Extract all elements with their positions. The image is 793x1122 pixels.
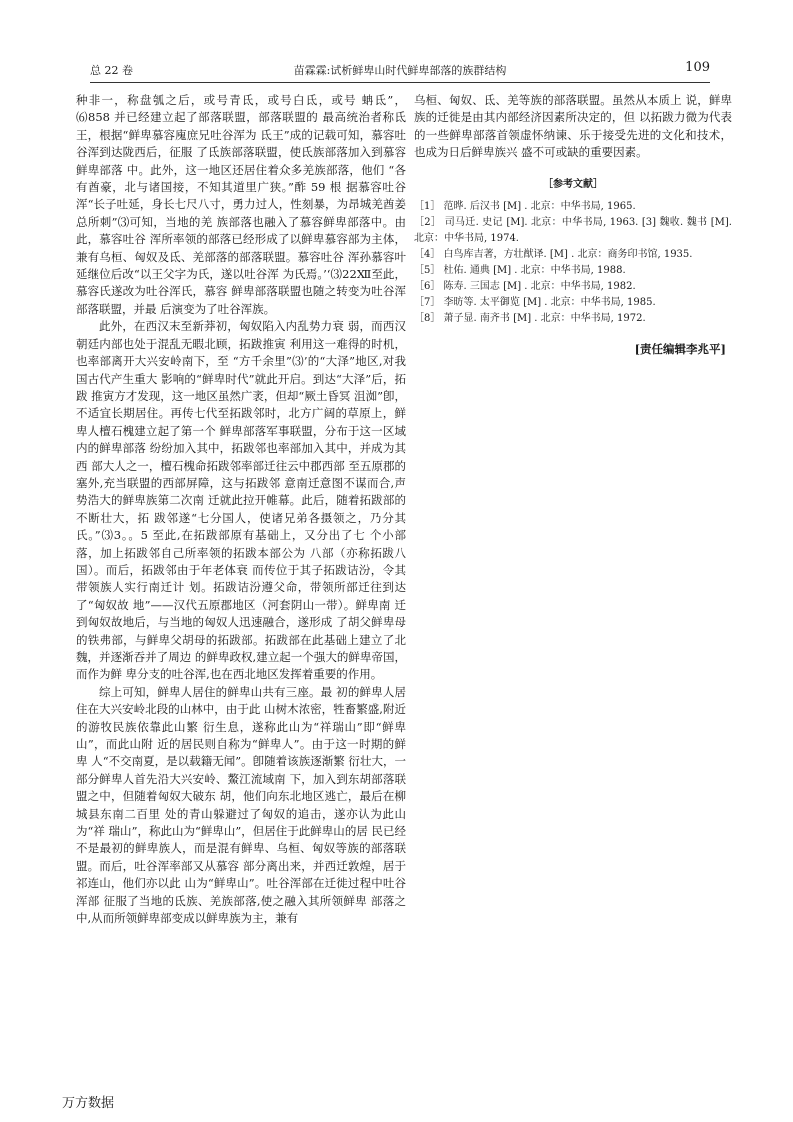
- body-paragraph: 乌桓、匈奴、氐、羌等族的部落联盟。虽然从本质上 说，鲜卑族的迁徙是由其内部经济因素所决定的，但 以拓跋力微为代表的一些鲜卑部落首领虚怀纳谏、乐于接受先进的文化和技术，也成为日后鲜卑族兴 盛不可或缺的重要因素。: [414, 93, 732, 160]
- reference-item: ［1］ 范晔. 后汉书 [M] . 北京：中华书局, 1965.: [414, 201, 636, 213]
- journal-volume: 总 22 卷: [90, 64, 133, 77]
- references-heading: ［参考文献］: [543, 178, 603, 190]
- right-text-column: [414, 92, 732, 358]
- references-list: [414, 199, 732, 327]
- reference-item: ［2］ 司马迁. 史记 [M]. 北京：中华书局, 1963. [3] 魏收. 魏书 [M]. 北京：中华书局, 1974.: [414, 217, 732, 245]
- reference-item: ［5］ 杜佑. 通典 [M] . 北京：中华书局, 1988.: [414, 265, 626, 277]
- article-running-title: 苗霖霖:试析鲜卑山时代鲜卑部落的族群结构: [293, 64, 507, 77]
- body-paragraph: 综上可知，鲜卑人居住的鲜卑山共有三座。最 初的鲜卑人居住在大兴安岭北段的山林中，由于此 山树木浓密，牲畜繁盛,附近的游牧民族依靠此山繁 衍生息，遂称此山为“祥瑞山”即“鲜卑山”，而此山附 近的居民则自称为“鲜卑人”。由于这一时期的鲜卑 人“不交南夏，是以载籍无闻”。卽随着该族逐渐繁 衍壮大，一部分鲜卑人首先沿大兴安岭、鰲江流域南 下，加入到东胡部落联盟之中，但随着匈奴大破东 胡，他们向东北地区逃亡，最后在柳城县东南二百里 处的青山躲避过了匈奴的追击，遂亦认为此山为“祥 瑞山”，称此山为“鲜卑山”，但居住于此鲜卑山的居 民已经不是最初的鲜卑族人，而是混有鲜卑、乌桓、匈奴等族的部落联盟。而后，吐谷浑率部又从慕容 部分离出来，并西迁敦煌，居于祁连山，他们亦以此 山为“鲜卑山”。吐谷浑部在迁徙过程中吐谷浑部 征服了当地的氐族、羌族部落,使之融入其所领鲜卑 部落之中,从而所领鲜卑部变成以鲜卑族为主，兼有: [76, 684, 406, 926]
- reference-item: ［7］ 李昉等. 太平御览 [M] . 北京：中华书局, 1985.: [414, 297, 656, 309]
- body-paragraph: 种非一，称盘瓠之后，或号青氐，或号白氐，或号 蚺氐”，⑹858 并已经建立起了部落联盟，部落联盟的 最高统治者称氐王，根据“鲜卑慕容廆庶兄吐谷浑为 氐王”成的记载可知，慕容吐谷浑到达陇西后，征服 了氐族部落联盟，使氐族部落加入到慕容鲜卑部落 中。此外，这一地区还居住着众多羌族部落，他们 “各有酋豪，北与诸国接，不知其道里广狭。”酢 59 根 据慕容吐谷浑“长子吐延，身长七尺八寸，勇力过人，性刻暴，为昂城羌酋姜总所刺”⑶可知，当地的羌 族部落也融入了慕容鲜卑部落中。由此，慕容吐谷 浑所率领的部落已经形成了以鲜卑慕容部为主体，兼有乌桓、匈奴及氐、羌部落的部落联盟。慕容吐谷 浑孙慕容叶延继位后改“以王父字为氏，遂以吐谷浑 为氏焉。’‘⑶22Ⅻ至此，慕容氏遂改为吐谷浑氏，慕容 鲜卑部落联盟也随之转变为吐谷浑部落联盟，并最 后演变为了吐谷浑族。: [76, 93, 406, 316]
- responsible-editor: [责任编辑李兆平]: [634, 342, 726, 357]
- running-header: [90, 60, 710, 83]
- source-watermark: 万方数据: [62, 1096, 115, 1111]
- left-text-column: [76, 92, 406, 928]
- body-paragraph: 此外，在西汉末至新莽初，匈奴陷入内乱势力衰 弱，而西汉朝廷内部也处于混乱无暇北顾，拓跋推寅 利用这一难得的时机，也率部离开大兴安岭南下，至 “方千余里”⑶’的“大泽”地区,对我国古代产生重大 影响的“鲜卑时代”就此开启。到达“大泽”后，拓跋 推寅方才发现，这一地区虽然广袤，但却“厥土昏冥 沮洳”卽，不适宜长期居住。再传七代至拓跋邻时，北方广阔的草原上，鲜卑人檀石槐建立起了第一个 鲜卑部落军事联盟，分布于这一区域内的鲜卑部落 纷纷加入其中，拓跋邻也率部加入其中，并成为其西 部大人之一，檀石槐命拓跋邻率部迁往云中郡西部 至五原郡的塞外,充当联盟的西部屏障，这与拓跋邻 意南迁意图不谋而合,声势浩大的鲜卑族第二次南 迁就此拉开帷幕。此后，随着拓跋部的不断壮大，拓 跋邻遂“七分国人，使诸兄弟各摄领之，乃分其氏。”⑶3。。5 至此,在拓跋部原有基础上，又分出了七 个小部落，加上拓跋邻自己所率领的拓跋本部公为 八部（亦称拓跋八国）。而后，拓跋邻由于年老体衰 而传位于其子拓跋诘汾，令其带领族人实行南迁计 划。拓跋诘汾遵父命，带领所部迁往到达了“匈奴故 地”——汉代五原郡地区（河套阴山一带）。鲜卑南 迁到匈奴故地后，与当地的匈奴人迅速融合，遂形成 了胡父鲜卑母的铁弗部，与鲜卑父胡母的拓跋部。拓跋部在此基础上建立了北魏，并逐渐吞并了周边 的鲜卑政权,建立起一个强大的鲜卑帝国，而作为鲜 卑分支的吐谷浑,也在西北地区发挥着重要的作用。: [76, 319, 406, 682]
- reference-item: ［8］ 萧子显. 南齐书 [M] . 北京：中华书局, 1972.: [414, 313, 646, 325]
- reference-item: ［4］ 白鸟库吉著，方壮猷译. [M] . 北京：商务印书馆, 1935.: [414, 249, 693, 261]
- page-number: 109: [685, 60, 710, 75]
- reference-item: ［6］ 陈寿. 三国志 [M] . 北京：中华书局, 1982.: [414, 281, 636, 293]
